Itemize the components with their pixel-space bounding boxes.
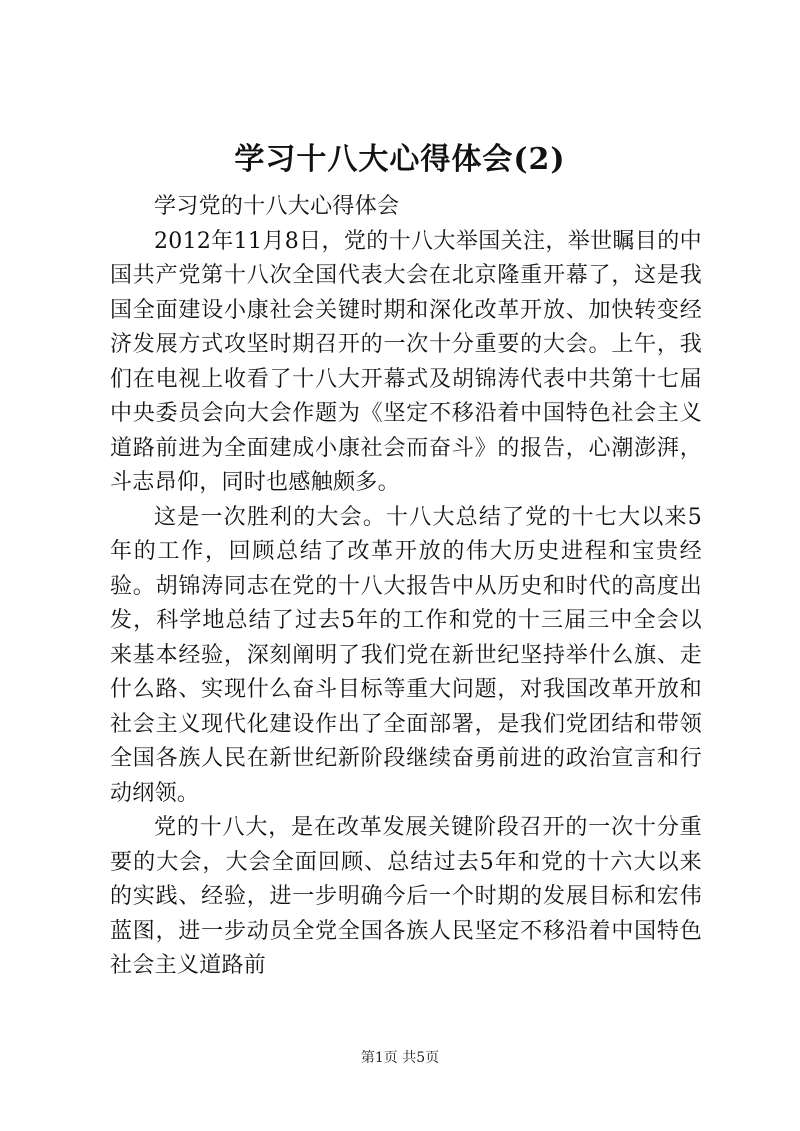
- page-footer: 第1页 共5页: [360, 1050, 440, 1066]
- document-title: 学习十八大心得体会(2): [234, 142, 566, 177]
- subtitle-paragraph: 学习党的十八大心得体会: [154, 194, 400, 219]
- document-body: [110, 190, 702, 984]
- body-paragraph: 党的十八大，是在改革发展关键阶段召开的一次十分重要的大会，大会全面回顾、总结过去5年和党的十六大以来的实践、经验，进一步明确今后一个时期的发展目标和宏伟蓝图，进一步动员全党全国各族人民坚定不移沿着中国特色社会主义道路前: [110, 815, 702, 978]
- body-paragraph: 这是一次胜利的大会。十八大总结了党的十七大以来5年的工作，回顾总结了改革开放的伟大历史进程和宝贵经验。胡锦涛同志在党的十八大报告中从历史和时代的高度出发，科学地总结了过去5年的工作和党的十三届三中全会以来基本经验，深刻阐明了我们党在新世纪坚持举什么旗、走什么路、实现什么奋斗目标等重大问题，对我国改革开放和社会主义现代化建设作出了全面部署，是我们党团结和带领全国各族人民在新世纪新阶段继续奋勇前进的政治宣言和行动纲领。: [110, 504, 702, 806]
- body-paragraph: 2012年11月8日，党的十八大举国关注，举世瞩目的中国共产党第十八次全国代表大会在北京隆重开幕了，这是我国全面建设小康社会关键时期和深化改革开放、加快转变经济发展方式攻坚时期召开的一次十分重要的大会。上午，我们在电视上收看了十八大开幕式及胡锦涛代表中共第十七届中央委员会向大会作题为《坚定不移沿着中国特色社会主义道路前进为全面建成小康社会而奋斗》的报告，心潮澎湃，斗志昂仰，同时也感触颇多。: [110, 228, 702, 495]
